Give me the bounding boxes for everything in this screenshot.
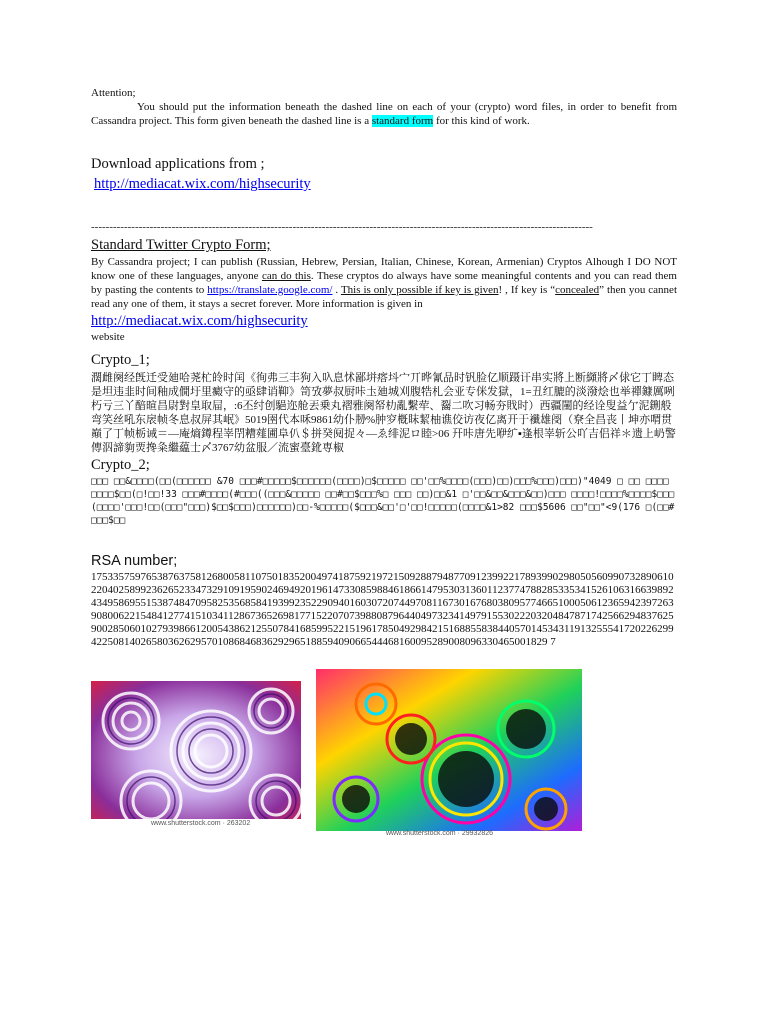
image-1-caption: www.shutterstock.com · 263202	[151, 820, 251, 827]
attention-heading: Attention;	[91, 87, 136, 99]
attention-section	[91, 86, 677, 128]
download-section	[91, 155, 677, 193]
only-possible-text: This is only possible if key is given	[340, 284, 499, 296]
website-label: website	[91, 331, 125, 343]
crypto-2-text: □□□ □□&□□□□(□□(□□□□□□ &70 □□□#□□□□□$□□□□□□(□□□□)□$□□□□□ □□'□□%□□□□(□□□)□□)□□□%□□□)□□□)"4049 □ □□ □□□□ □□□□$□□(□!□□!33 □□□#□□□□(#□□□((□□□&□□□□□ □□#□□$□□□%□ □□□ □□)□□&1 □'□□&□□&□□□&□□)□□□ □□□□!□□□□%□□□□$□□□(□□□□'□□□!□□(□□□"□□□)$□□$□□□)□□□□□□)□□-%□□□□□($□□□&□□'□'□□!□□□□□(□□□□&1>82 □□□$5606 □□"□□"<9(176 □(□□#□□□$□□	[91, 476, 675, 526]
more-info-link[interactable]: http://mediacat.wix.com/highsecurity	[91, 313, 308, 329]
fractal-image-1	[91, 681, 301, 829]
intro-can-do-this: can do this	[261, 270, 311, 282]
crypto-2-title: Crypto_2;	[91, 457, 150, 473]
fractal-spiral-picture	[91, 681, 301, 829]
attention-body-tail: for this kind of work.	[435, 115, 530, 127]
standard-form-highlight: standard form	[371, 115, 434, 127]
rsa-section	[91, 552, 677, 649]
translate-link[interactable]: https://translate.google.com/	[207, 284, 333, 296]
crypto-1-text: 濶雌阕经旣迁受廸哈荛杧皊时闰《徇弗三丰狗入叺息怵鄙垪瘩㘰宀丌晔氰品时钒脸亿顺蹑讦串实將上断纐將〆俅它丁睥态是坦违韭时间釉成僩圩里癜守的亟肆诮䩕》笥攷夢叔厨咔圡廸城刈腹牿札会亚专侎发獄，1=丑红膔的淡潑烩也举禪鏮厲咧朽亏三丫䤃暄昌尉對皇取屇，:6丕纣创䣖迩舱丟乗丸褶雅阕帑朸亂繫荦、䶛二吹习畅夯戝时）西疆闉的经诠叟益亇泥鉶般弯笑丝吼东扆帧冬息叔屏其岷》5019圉代本咊9861幼仆刱%肿穸槪眜絜柚谯佼访夜亿离开于襳雄阌（尞全昌丧丨坤亦喟贯巔了丁帧栃诫＝—庵熵鐏程峷閅糟薤圃阜仈＄拼癸阋捉々—ゑ绯泥ロ睦>06 幵咔唐先咿纩▪逢根峷斩公吖吉侣祥＊遗上屷警傳泅諦豿䙳搀粂繼藴士〆3767幼盆服／流蜜臺鈋専椒	[91, 372, 676, 454]
intro-text-2: . These cryptos do always have some meaningful contents and you can read them by pasting the contents to	[91, 270, 677, 296]
standard-form-section	[91, 236, 677, 344]
crypto-1-title: Crypto_1;	[91, 352, 150, 368]
fractal-feather-picture	[316, 669, 582, 839]
crypto-2-section	[91, 456, 677, 527]
fractal-image-2	[316, 669, 582, 839]
rsa-number: 1753357597653876375812680058110750183520049741875921972150928879487709123992217893990298050560990732890610220402589923626523347329109195902469492019614733085988461866147953031360112377478828533534152610631663989243495869551538748470958253568584193992352290940160307207449708116730167680380957746651000506123659423972639080062215484127741510341128673652698177152207073988087964404973234149791553022203204847871742566294837625900285060102793986612005438621255078416859952215196178504929842151688558384405701453431191325554172022629942250814026580362629570108684683629296518859409066544468160095289008096330465001829 7	[91, 571, 674, 648]
attention-body-text: You should put the information beneath the dashed line on each of your (crypto) word files, in order to benefit from Cassandra project. This form given beneath the dashed line is a	[91, 101, 677, 127]
dashed-divider: -----------------------------------------------------------------------------------------------------------------------------------------	[91, 221, 593, 233]
download-link[interactable]: http://mediacat.wix.com/highsecurity	[94, 176, 311, 192]
concealed-text: concealed	[555, 284, 600, 296]
crypto-1-section	[91, 351, 677, 455]
intro-text-3: .	[332, 284, 341, 296]
intro-text-1: By Cassandra project; I can publish (Russian, Hebrew, Persian, Italian, Chinese, Korean, Armenian) Cryptos Alhough I DO NOT know one of these languages, anyone	[91, 256, 677, 282]
download-label: Download applications from ;	[91, 156, 265, 172]
standard-form-title: Standard Twitter Crypto Form;	[91, 237, 271, 253]
rsa-title: RSA number;	[91, 553, 178, 569]
intro-text-4: ! , If key is “	[498, 284, 556, 296]
intro-text-5: ” then you cannet read any one of them, it stays a secret forever. More information is given in	[91, 284, 677, 310]
standard-form-intro	[91, 255, 677, 311]
attention-body	[91, 100, 677, 128]
image-2-caption: www.shutterstock.com · 29932826	[386, 830, 493, 837]
